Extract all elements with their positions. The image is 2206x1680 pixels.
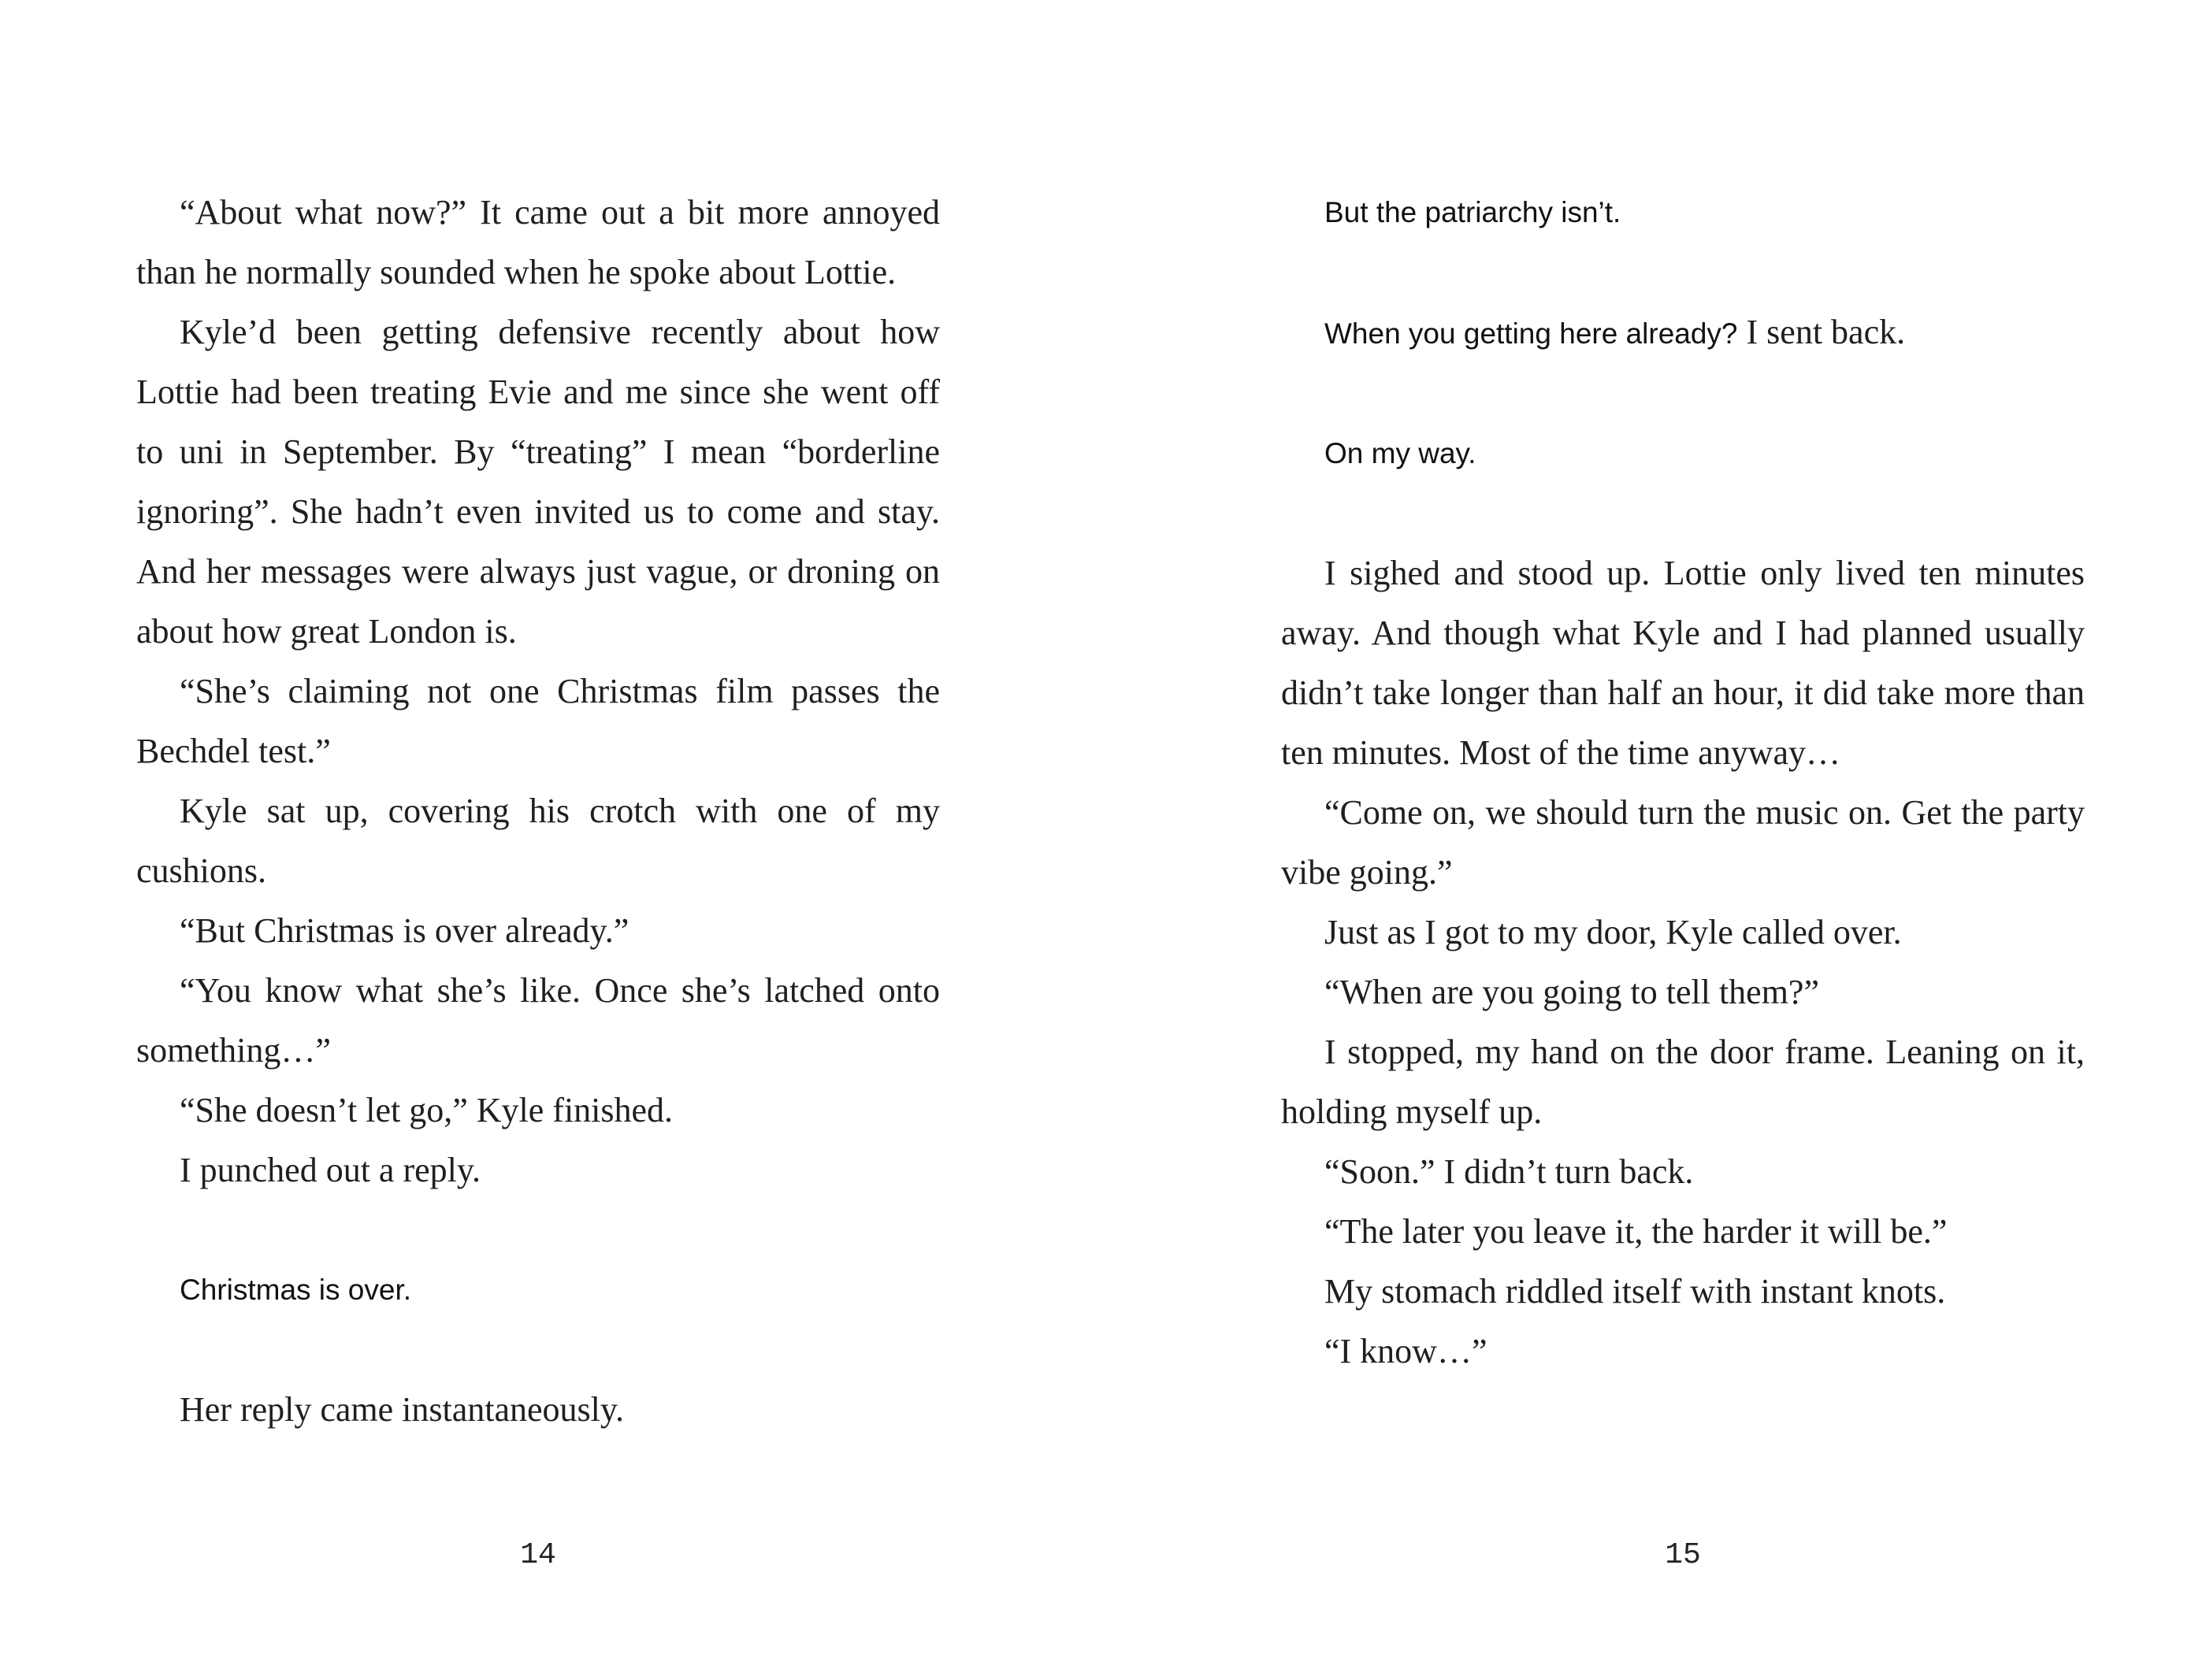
spacer [136, 1200, 940, 1260]
paragraph: Just as I got to my door, Kyle called over. [1324, 913, 1902, 951]
paragraph: My stomach riddled itself with instant knots. [1324, 1272, 1946, 1311]
page-number: 14 [520, 1538, 556, 1572]
paragraph: Kyle’d been getting defensive recently about how Lottie had been treating Evie and me since she went off to uni in September. By “treating” I mean “borderline ignoring”. She hadn’t even invited us to come and stay. And her messages were always just vague, or droning on about how great London is. [136, 313, 940, 651]
narration: I sent back. [1737, 313, 1906, 351]
paragraph: “The later you leave it, the harder it will be.” [1324, 1212, 1948, 1251]
spacer [1281, 243, 2085, 302]
paragraph: “About what now?” It came out a bit more annoyed than he normally sounded when he spoke about Lottie. [136, 193, 940, 291]
paragraph: “She’s claiming not one Christmas film passes the Bechdel test.” [136, 672, 940, 770]
paragraph: I punched out a reply. [180, 1151, 481, 1189]
paragraph: “But Christmas is over already.” [180, 911, 629, 950]
paragraph: Her reply came instantaneously. [180, 1390, 625, 1429]
paragraph: Kyle sat up, covering his crotch with one of my cushions. [136, 792, 940, 890]
text-message-line [1281, 302, 2085, 364]
spacer [136, 1320, 940, 1380]
text-message: Christmas is over. [180, 1274, 412, 1306]
paragraph: “I know…” [1324, 1332, 1487, 1370]
paragraph: “Come on, we should turn the music on. Get the party vibe going.” [1281, 793, 2085, 892]
paragraph: “When are you going to tell them?” [1324, 973, 1819, 1011]
paragraph: “You know what she’s like. Once she’s latched onto something…” [136, 971, 940, 1070]
paragraph: “Soon.” I didn’t turn back. [1324, 1152, 1694, 1191]
page-number: 15 [1665, 1538, 1701, 1572]
text-message: On my way. [1324, 437, 1476, 469]
text-message: When you getting here already? [1324, 317, 1738, 350]
text-message: But the patriarchy isn’t. [1324, 196, 1621, 228]
left-page [136, 183, 940, 1440]
paragraph: “She doesn’t let go,” Kyle finished. [180, 1091, 674, 1129]
paragraph: I stopped, my hand on the door frame. Leaning on it, holding myself up. [1281, 1033, 2085, 1131]
spacer [1281, 484, 2085, 543]
paragraph: I sighed and stood up. Lottie only lived ten minutes away. And though what Kyle and I had planned usually didn’t take longer than half an hour, it did take more than ten minutes. Most of the time anyway… [1281, 554, 2085, 772]
spacer [1281, 364, 2085, 424]
right-page [1281, 183, 2085, 1381]
